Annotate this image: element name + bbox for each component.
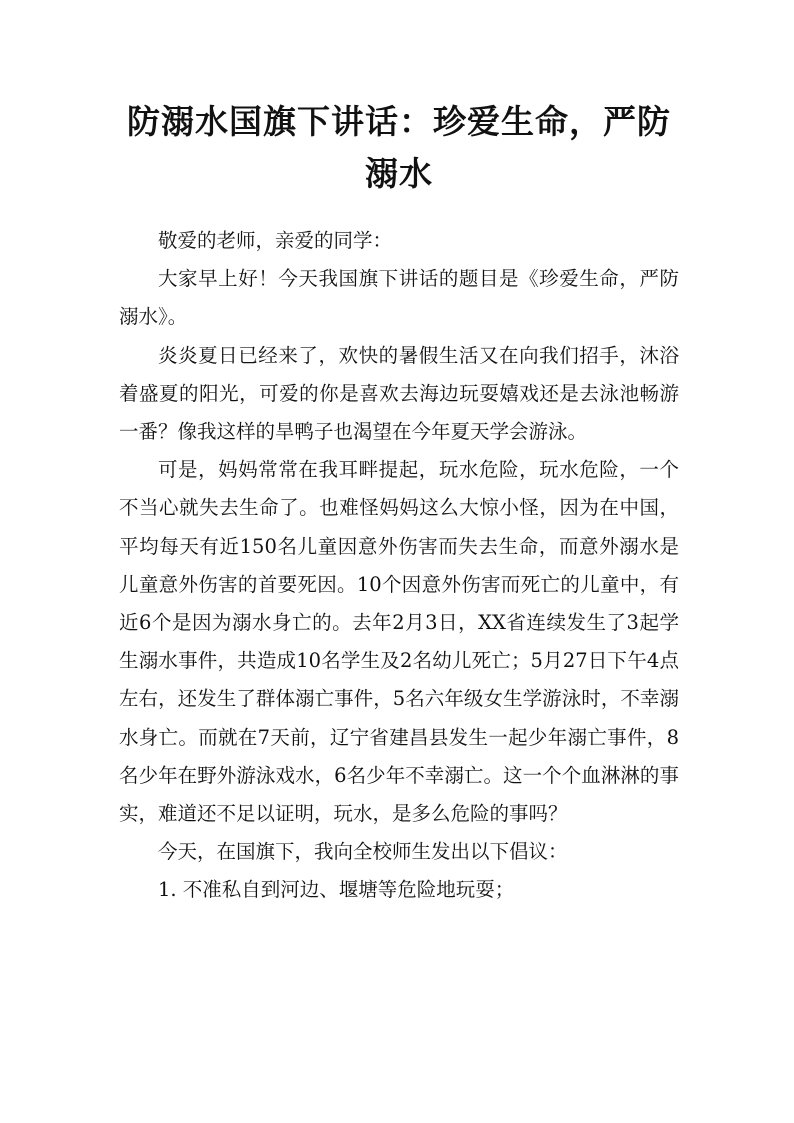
document-body: [119, 222, 679, 910]
paragraph-summer: 炎炎夏日已经来了，欢快的暑假生活又在向我们招手，沐浴着盛夏的阳光，可爱的你是喜欢去海边玩耍嬉戏还是去泳池畅游一番？像我这样的旱鸭子也渴望在今年夏天学会游泳。: [119, 343, 679, 444]
paragraph-salutation: 敬爱的老师，亲爱的同学：: [158, 229, 393, 252]
document-title: 防溺水国旗下讲话：珍爱生命，严防溺水: [127, 102, 671, 193]
paragraph-danger-facts: 可是，妈妈常常在我耳畔提起，玩水危险，玩水危险，一个不当心就失去生命了。也难怪妈妈这么大惊小怪，因为在中国，平均每天有近150名儿童因意外伤害而失去生命，而意外溺水是儿童意外伤害的首要死因。10个因意外伤害而死亡的儿童中，有近6个是因为溺水身亡的。去年2月3日，XX省连续发生了3起学生溺水事件，共造成10名学生及2名幼儿死亡；5月27日下午4点左右，还发生了群体溺亡事件，5名六年级女生学游泳时，不幸溺水身亡。而就在7天前，辽宁省建昌县发生一起少年溺亡事件，8名少年在野外游泳戏水，6名少年不幸溺亡。这一个个血淋淋的事实，难道还不足以证明，玩水，是多么危险的事吗？: [119, 458, 679, 826]
document-page: [119, 96, 679, 910]
paragraph-greeting: 大家早上好！今天我国旗下讲话的题目是《珍爱生命，严防溺水》。: [119, 267, 679, 329]
paragraph-proposal-intro: 今天，在国旗下，我向全校师生发出以下倡议：: [158, 840, 568, 864]
proposal-item-1: 1. 不准私自到河边、堰塘等危险地玩耍；: [158, 878, 515, 902]
